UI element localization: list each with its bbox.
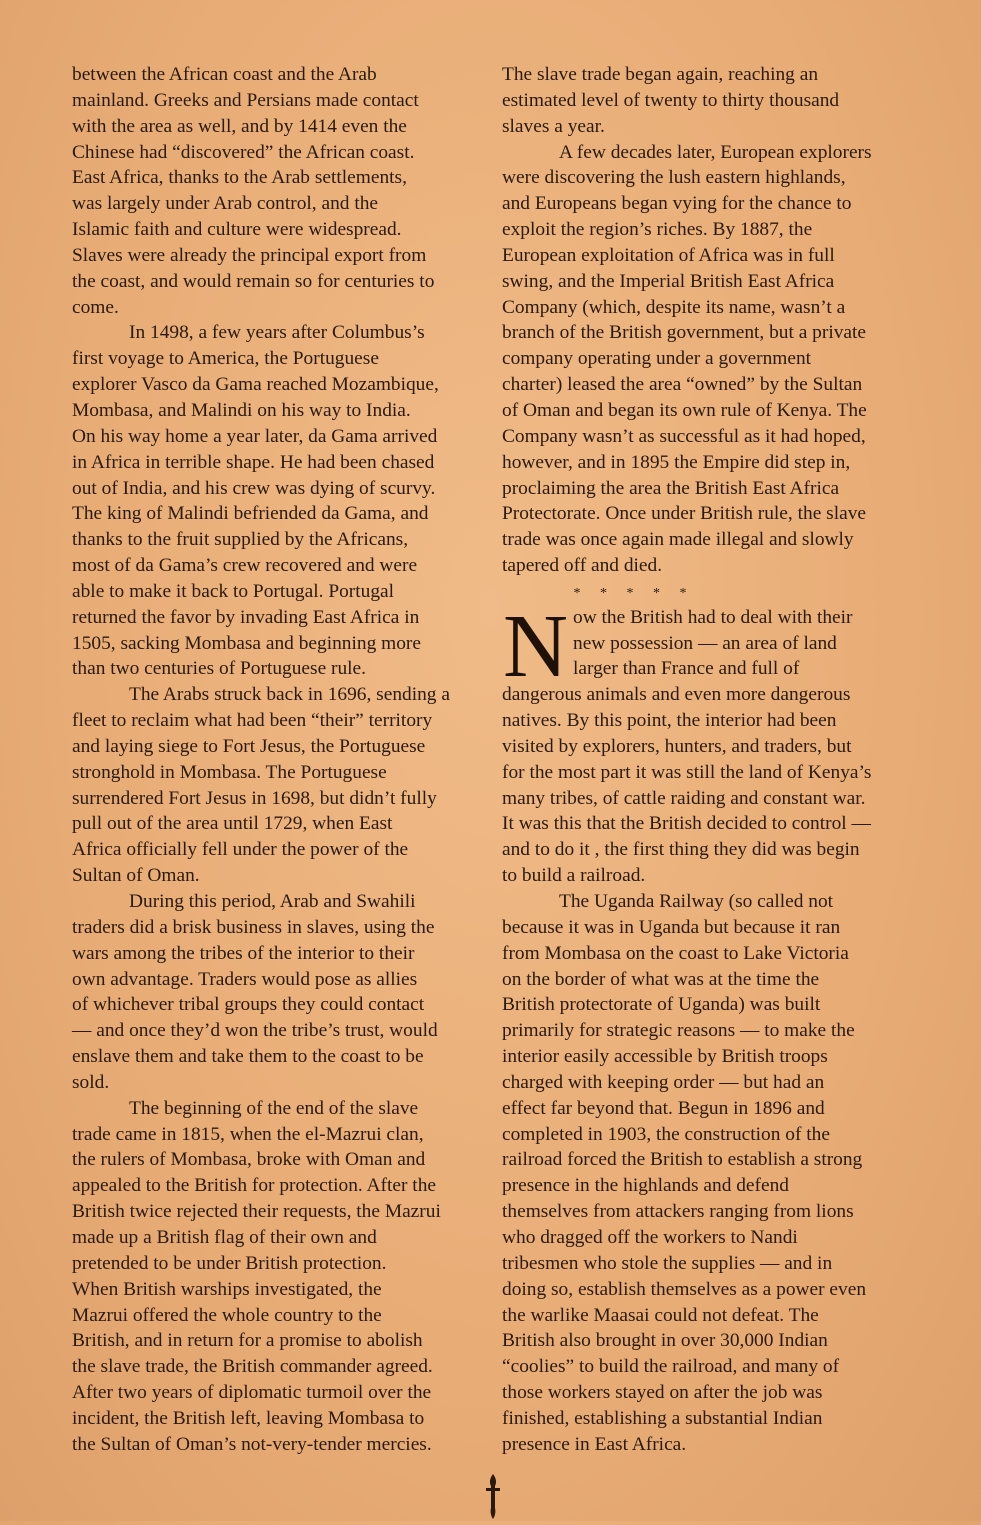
text-line: themselves from attackers ranging from lions [502,1201,854,1223]
text-line: effect far beyond that. Begun in 1896 and [502,1097,825,1119]
text-line: incident, the British left, leaving Mombasa to [72,1407,425,1429]
page-marker-ornament-icon [482,1472,504,1520]
text-line: pretended to be under British protection. [72,1252,387,1274]
text-line: slaves a year. [502,115,605,137]
paragraph-start-line: During this period, Arab and Swahili [129,891,416,912]
text-line: out of India, and his crew was dying of scurvy. [72,477,436,499]
text-line: many tribes, of cattle raiding and constant war. [502,787,866,809]
text-line: Slaves were already the principal export from [72,244,427,266]
text-line: surrendered Fort Jesus in 1698, but didn’t fully [72,787,437,809]
text-line: and Europeans began vying for the chance to [502,193,852,215]
text-line: British also brought in over 30,000 Indian [502,1330,828,1352]
text-line: The king of Malindi befriended da Gama, and [72,503,429,525]
text-line: Protectorate. Once under British rule, the slave [502,503,866,525]
text-line: primarily for strategic reasons — to make the [502,1020,855,1042]
text-line: own advantage. Traders would pose as allies [72,968,418,990]
text-line: Mazrui offered the whole country to the [72,1304,382,1326]
text-line: — and once they’d won the tribe’s trust, would [72,1020,438,1042]
text-line: 1505, sacking Mombasa and beginning more [72,632,421,654]
text-line: presence in East Africa. [502,1433,687,1455]
text-line: Chinese had “discovered” the African coast. [72,141,415,163]
text-line: ow the British had to deal with their [573,606,853,628]
text-line: branch of the British government, but a private [502,322,867,344]
text-line: swing, and the Imperial British East Africa [502,270,835,292]
text-line: railroad forced the British to establish a strong [502,1149,863,1171]
text-line: “coolies” to build the railroad, and many of [502,1356,840,1378]
text-line: mainland. Greeks and Persians made contact [72,89,419,111]
text-line: British twice rejected their requests, the Mazrui [72,1201,441,1223]
text-line: thanks to the fruit supplied by the Africans, [72,529,409,551]
text-line: pull out of the area until 1729, when East [72,813,393,835]
text-line: dangerous animals and even more dangerous [502,684,851,706]
text-line: the slave trade, the British commander agreed. [72,1356,433,1378]
text-line: It was this that the British decided to control — [502,813,871,835]
text-line: Company (which, despite its name, wasn’t a [502,296,846,318]
text-line: East Africa, thanks to the Arab settlements, [72,167,407,189]
text-line: visited by explorers, hunters, and traders, but [502,735,852,757]
text-line: come. [72,296,119,318]
text-line: wars among the tribes of the interior to their [72,942,415,964]
text-line: tapered off and died. [502,555,663,577]
text-line: presence in the highlands and defend [502,1175,789,1197]
text-line: estimated level of twenty to thirty thousand [502,89,840,111]
text-line: completed in 1903, the construction of the [502,1123,830,1145]
text-line: of whichever tribal groups they could contact [72,994,425,1016]
text-line: Company wasn’t as successful as it had hoped, [502,425,866,447]
text-line: interior easily accessible by British troops [502,1046,828,1068]
text-line: exploit the region’s riches. By 1887, the [502,219,813,241]
text-line: to build a railroad. [502,865,646,887]
text-line: Mombasa, and Malindi on his way to India. [72,399,411,421]
text-line: the rulers of Mombasa, broke with Oman and [72,1149,426,1171]
text-line: were discovering the lush eastern highlands, [502,167,846,189]
paragraph-start-line: In 1498, a few years after Columbus’s [129,322,425,344]
text-line: charter) leased the area “owned” by the Sultan [502,374,863,396]
text-line: most of da Gama’s crew recovered and were [72,555,418,577]
text-line: traders did a brisk business in slaves, using the [72,916,435,938]
section-separator: * * * * * [573,585,695,601]
text-line: because it was in Uganda but because it ran [502,916,841,938]
text-line: trade came in 1815, when the el-Mazrui clan, [72,1123,424,1145]
text-line: European exploitation of Africa was in full [502,244,835,266]
left-column [72,62,482,1458]
text-line: After two years of diplomatic turmoil over the [72,1382,432,1404]
right-column [502,62,912,1458]
text-line: appealed to the British for protection. After the [72,1175,436,1197]
text-line: with the area as well, and by 1414 even the [72,115,407,137]
text-line: trade was once again made illegal and slowly [502,529,854,551]
text-line: of Oman and began its own rule of Kenya. The [502,399,867,421]
text-line: Islamic faith and culture were widespread. [72,219,402,241]
text-line: for the most part it was still the land of Kenya’s [502,761,872,783]
text-line: the warlike Maasai could not defeat. The [502,1304,819,1326]
text-line: made up a British flag of their own and [72,1226,377,1248]
text-line: proclaiming the area the British East Africa [502,477,840,499]
text-line: however, and in 1895 the Empire did step in, [502,451,851,473]
text-line: able to make it back to Portugal. Portugal [72,580,395,602]
text-line: stronghold in Mombasa. The Portuguese [72,761,387,783]
text-line: returned the favor by invading East Africa in [72,606,420,628]
text-line: than two centuries of Portuguese rule. [72,658,367,680]
text-line: charged with keeping order — but had an [502,1071,825,1093]
text-line: first voyage to America, the Portuguese [72,348,379,370]
text-line: British, and in return for a promise to abolish [72,1330,423,1352]
text-line: sold. [72,1071,110,1093]
paragraph-start-line: The Uganda Railway (so called not [559,891,834,912]
text-line: those workers stayed on after the job was [502,1382,823,1404]
text-line: new possession — an area of land [573,632,837,654]
text-line: the coast, and would remain so for centuries to [72,270,435,292]
text-line: on the border of what was at the time the [502,968,820,990]
text-line: was largely under Arab control, and the [72,193,379,215]
text-line: enslave them and take them to the coast to be [72,1046,424,1068]
text-line: natives. By this point, the interior had been [502,710,837,732]
text-line: Africa officially fell under the power of the [72,839,409,861]
drop-cap-letter: N [503,596,568,696]
text-line: When British warships investigated, the [72,1278,382,1300]
text-line: company operating under a government [502,348,812,370]
text-line: who dragged off the workers to Nandi [502,1226,798,1248]
text-line: The slave trade began again, reaching an [502,64,819,85]
text-line: and to do it , the first thing they did was begin [502,839,860,861]
text-line: in Africa in terrible shape. He had been chased [72,451,435,473]
text-line: larger than France and full of [573,658,800,680]
text-line: On his way home a year later, da Gama arrived [72,425,438,447]
text-line: explorer Vasco da Gama reached Mozambique, [72,374,439,396]
text-line: and laying siege to Fort Jesus, the Portuguese [72,735,426,757]
paragraph-start-line: A few decades later, European explorers [559,141,872,163]
text-line: fleet to reclaim what had been “their” territory [72,710,433,732]
paragraph-start-line: The Arabs struck back in 1696, sending a [129,684,450,706]
text-line: from Mombasa on the coast to Lake Victoria [502,942,849,964]
text-line: finished, establishing a substantial Indian [502,1407,823,1429]
paragraph-start-line: The beginning of the end of the slave [129,1097,419,1119]
text-line: tribesmen who stole the supplies — and in [502,1252,833,1274]
text-line: doing so, establish themselves as a power even [502,1278,867,1300]
text-line: British protectorate of Uganda) was built [502,994,821,1016]
text-line: Sultan of Oman. [72,865,200,887]
text-line: between the African coast and the Arab [72,64,377,85]
text-line: the Sultan of Oman’s not-very-tender mercies. [72,1433,432,1455]
